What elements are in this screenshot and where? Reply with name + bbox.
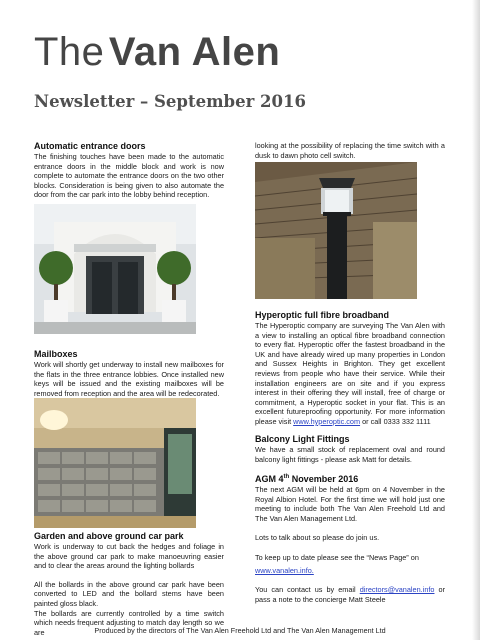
doors-heading: Automatic entrance doors <box>34 141 146 151</box>
garden-section <box>34 531 224 637</box>
hyperoptic-link[interactable]: www.hyperoptic.com <box>293 416 361 426</box>
doors-text: The finishing touches have been made to the automatic entrance doors in the middle block and work is now complete to automate the entrance doors on the two other blocks. Consideration is being given to also automate the door from the car park into the lobby behind reception. <box>34 152 224 200</box>
entrance-photo-image <box>34 204 196 334</box>
balcony-section <box>255 434 445 464</box>
garden-heading: Garden and above ground car park <box>34 531 184 541</box>
title-name: Van Alen <box>108 30 281 74</box>
bollard-photo-image <box>255 162 417 299</box>
doors-section <box>34 141 224 200</box>
agm-section <box>255 472 445 604</box>
agm-heading-post: November 2016 <box>289 474 359 484</box>
mailboxes-heading: Mailboxes <box>34 349 78 359</box>
fibre-text-body: The Hyperoptic company are surveying The Van Alen with a view to installing an optical fibre broadband connection to every flat. Hyperoptic offer the fastest broadband in the UK and have already wired up many properties in London and Sussex Heights in Brighton. They get excellent reviews from people who have their service. While their installation engineers are on site and if you express interest in their offering they will install, free of charge or commitment, a Hyperoptic socket in your flat. This is an excellent futureproofing opportunity. For more information please visit <box>255 321 445 426</box>
fibre-text <box>255 321 445 427</box>
balcony-heading: Balcony Light Fittings <box>255 434 350 444</box>
contact-text <box>255 585 445 604</box>
page-edge-shadow <box>472 0 480 640</box>
title-prefix: The <box>34 30 105 74</box>
contact-post: or pass a note to the concierge Matt Steele <box>255 585 445 604</box>
email-link[interactable]: directors@vanalen.info <box>359 585 435 595</box>
mailboxes-photo <box>34 398 196 528</box>
agm-talk: Lots to talk about so please do join us. <box>255 533 380 543</box>
agm-heading-pre: AGM 4 <box>255 474 284 484</box>
newsletter-subtitle: Newsletter – September 2016 <box>34 92 306 111</box>
garden-text-1: Work is underway to cut back the hedges and foliage in the above ground car park to make manoeuvring easier and to clear the areas around the lighting bollards <box>34 542 224 571</box>
news-page-text: To keep up to date please see the “News Page” on <box>255 552 419 562</box>
contact-pre: You can contact us by email <box>255 585 360 595</box>
fibre-phone: or call 0333 332 1111 <box>360 416 431 426</box>
bollard-continued <box>255 141 445 160</box>
garden-text-2: All the bollards in the above ground car park have been converted to LED and the bollard stems have been painted gloss black. <box>34 579 224 608</box>
mailboxes-photo-image <box>34 398 196 528</box>
agm-heading <box>255 472 445 485</box>
mailboxes-text: Work will shortly get underway to install new mailboxes for the flats in the three entrance lobbies. Once installed new keys will be issued and the existing mailboxes will be removed from reception and the area will be redecorated. <box>34 360 224 398</box>
balcony-text: We have a small stock of replacement oval and round balcony light fittings - please ask Matt for details. <box>255 445 445 464</box>
mailboxes-section <box>34 349 224 398</box>
fibre-heading: Hyperoptic full fibre broadband <box>255 310 390 320</box>
garden-text-3: The bollards are currently controlled by a time switch which needs frequent adjusting to match day length so we are <box>34 608 224 637</box>
entrance-photo <box>34 204 196 334</box>
agm-text: The next AGM will be held at 6pm on 4 November in the Royal Albion Hotel. For the first time we will hold just one meeting to include both The Van Alen Freehold Ltd and The Van Alen Management Ltd. <box>255 485 445 523</box>
agm-heading-sup: th <box>283 474 290 480</box>
fibre-section <box>255 310 445 427</box>
vanalen-link[interactable]: www.vanalen.info. <box>255 565 314 575</box>
newsletter-title <box>34 30 280 75</box>
bollard-continued-text: looking at the possibility of replacing the time switch with a dusk to dawn photo cell switch. <box>255 141 445 160</box>
bollard-photo <box>255 162 417 299</box>
footer: Produced by the directors of The Van Alen Freehold Ltd and The Van Alen Management Ltd <box>94 626 386 635</box>
